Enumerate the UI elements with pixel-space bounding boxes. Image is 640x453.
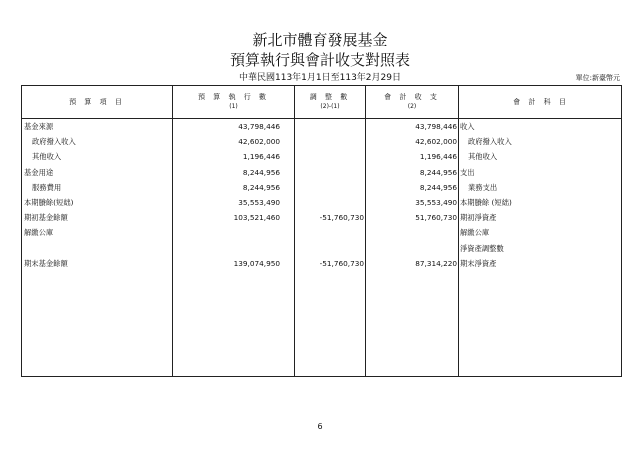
table-row: [22, 181, 621, 195]
cell-budget-item: 本期賸餘(短絀): [24, 198, 74, 207]
header-label: 預 算 項 目: [69, 97, 125, 106]
table-row: [22, 242, 621, 256]
cell-budget-item: 服務費用: [32, 182, 62, 192]
cell-budget-amount: 8,244,956: [242, 182, 280, 192]
cell-accounting-amount: 8,244,956: [419, 167, 457, 177]
cell-budget-amount: 8,244,956: [242, 167, 280, 177]
cell-account-subject: 本期賸餘 (短絀): [460, 198, 512, 207]
cell-budget-item: 其他收入: [32, 152, 62, 162]
table-row: [22, 150, 621, 164]
cell-account-subject: 解繳公庫: [460, 228, 490, 238]
header-sublabel: (1): [229, 103, 238, 110]
table-row: [22, 135, 621, 149]
cell-budget-amount: 1,196,446: [242, 152, 280, 162]
cell-budget-amount: 103,521,460: [233, 213, 280, 223]
cell-budget-item: 基金來源: [24, 122, 54, 131]
table-header: [22, 86, 621, 119]
cell-budget-amount: 139,074,950: [233, 258, 280, 268]
cell-adjustment: -51,760,730: [319, 258, 364, 268]
cell-budget-item: 期初基金餘額: [24, 213, 68, 223]
table-row: [22, 226, 621, 240]
header-accounting: [366, 86, 458, 118]
table-row: [22, 211, 621, 225]
header-adjustment: [295, 86, 365, 118]
cell-budget-amount: 42,602,000: [238, 137, 280, 147]
header-sublabel: (2)-(1): [320, 103, 340, 110]
table-row: [22, 196, 621, 210]
table-row: [22, 120, 621, 134]
cell-budget-item: 政府撥入收入: [32, 137, 76, 147]
page-subtitle: 預算執行與會計收支對照表: [229, 51, 410, 69]
reconciliation-table: [21, 85, 622, 377]
cell-budget-item: 期末基金餘額: [24, 258, 68, 268]
cell-budget-item: 基金用途: [24, 167, 54, 177]
header-label: 會 計 科 目: [513, 97, 569, 106]
cell-account-subject: 期末淨資產: [460, 258, 497, 268]
cell-accounting-amount: 87,314,220: [415, 258, 457, 268]
currency-unit: 單位:新臺幣元: [575, 74, 620, 82]
cell-account-subject: 其他收入: [468, 152, 498, 162]
cell-budget-item: 解繳公庫: [24, 228, 54, 238]
cell-accounting-amount: 1,196,446: [419, 152, 457, 162]
cell-account-subject: 期初淨資產: [460, 213, 497, 223]
cell-accounting-amount: 8,244,956: [419, 182, 457, 192]
cell-account-subject: 收入: [460, 122, 475, 131]
header-budget-item: [22, 86, 172, 118]
cell-account-subject: 政府撥入收入: [468, 137, 512, 147]
cell-budget-amount: 43,798,446: [238, 122, 280, 131]
header-sublabel: (2): [407, 103, 417, 110]
cell-budget-amount: 35,553,490: [238, 198, 280, 207]
header-label: 調 整 數: [309, 93, 351, 101]
cell-accounting-amount: 42,602,000: [415, 137, 457, 147]
table-row: [22, 257, 621, 271]
cell-account-subject: 淨資產調整數: [460, 243, 504, 253]
header-label: 會 計 收 支: [384, 93, 440, 101]
cell-accounting-amount: 35,553,490: [415, 198, 457, 207]
table-row: [22, 166, 621, 180]
cell-account-subject: 業務支出: [468, 182, 498, 192]
page-number: 6: [317, 422, 323, 431]
cell-accounting-amount: 43,798,446: [415, 122, 457, 131]
page-title: 新北市體育發展基金: [252, 31, 388, 49]
cell-account-subject: 支出: [460, 167, 475, 177]
header-budget-execution: [173, 86, 294, 118]
header-label: 預 算 執 行 數: [198, 93, 269, 101]
report-period: 中華民國113年1月1日至113年2月29日: [239, 73, 401, 83]
header-account-subject: [459, 86, 623, 118]
cell-adjustment: -51,760,730: [319, 213, 364, 223]
cell-accounting-amount: 51,760,730: [415, 213, 457, 223]
